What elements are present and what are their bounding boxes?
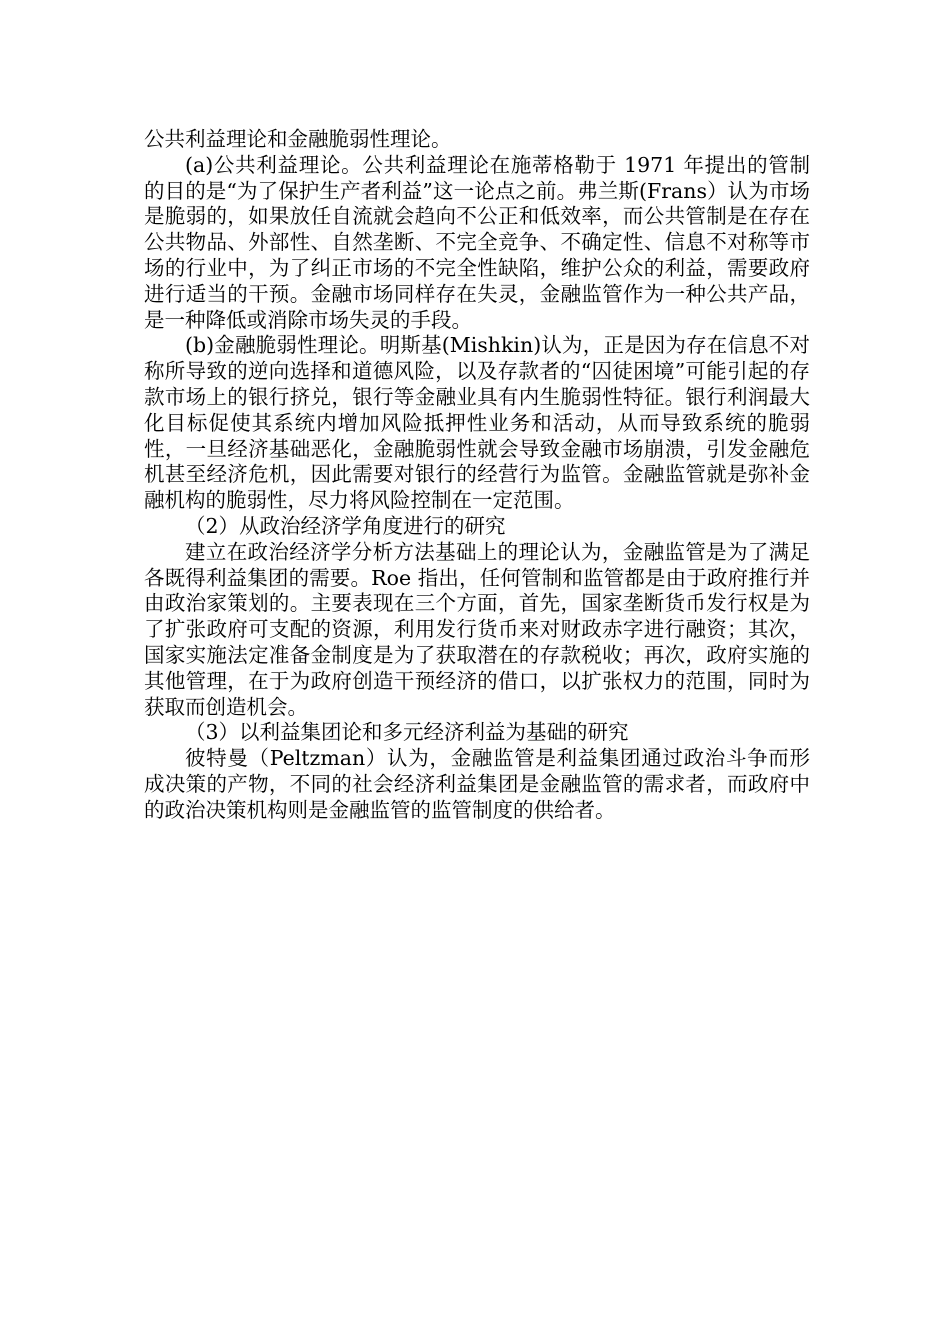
- paragraph-public-interest-theory: (a)公共利益理论。公共利益理论在施蒂格勒于 1971 年提出的管制的目的是“为了保护生产者利益”这一论点之前。弗兰斯(Frans）认为市场是脆弱的，如果放任自流就会趋向不公正和低效率，而公共管制是在存在公共物品、外部性、自然垄断、不完全竞争、不确定性、信息不对称等市场的行业中，为了纠正市场的不完全性缺陷，维护公众的利益，需要政府进行适当的干预。金融市场同样存在失灵，金融监管作为一种公共产品，是一种降低或消除市场失灵的手段。: [144, 152, 810, 332]
- section-heading-political-economy: （2）从政治经济学角度进行的研究: [185, 513, 506, 538]
- paragraph-interest-groups: 彼特曼（Peltzman）认为，金融监管是利益集团通过政治斗争而形成决策的产物，不同的社会经济利益集团是金融监管的需求者，而政府中的政治决策机构则是金融监管的监管制度的供给者。: [144, 746, 810, 822]
- paragraph-political-economy: 建立在政治经济学分析方法基础上的理论认为，金融监管是为了满足各既得利益集团的需要。Roe 指出，任何管制和监管都是由于政府推行并由政治家策划的。主要表现在三个方面，首先，国家垄断货币发行权是为了扩张政府可支配的资源，利用发行货币来对财政赤字进行融资；其次，国家实施法定准备金制度是为了获取潜在的存款税收；再次，政府实施的其他管理，在于为政府创造干预经济的借口，以扩张权力的范围，同时为获取而创造机会。: [144, 539, 810, 719]
- section-heading-interest-groups: （3）以利益集团论和多元经济利益为基础的研究: [185, 720, 629, 745]
- paragraph-financial-fragility-theory: (b)金融脆弱性理论。明斯基(Mishkin)认为，正是因为存在信息不对称所导致的逆向选择和道德风险，以及存款者的“囚徒困境”可能引起的存款市场上的银行挤兑，银行等金融业具有内生脆弱性特征。银行利润最大化目标促使其系统内增加风险抵押性业务和活动，从而导致系统的脆弱性，一旦经济基础恶化，金融脆弱性就会导致金融市场崩溃，引发金融危机甚至经济危机，因此需要对银行的经营行为监管。金融监管就是弥补金融机构的脆弱性，尽力将风险控制在一定范围。: [144, 333, 810, 513]
- document-body: [144, 127, 810, 824]
- paragraph-intro: 公共利益理论和金融脆弱性理论。: [144, 127, 452, 151]
